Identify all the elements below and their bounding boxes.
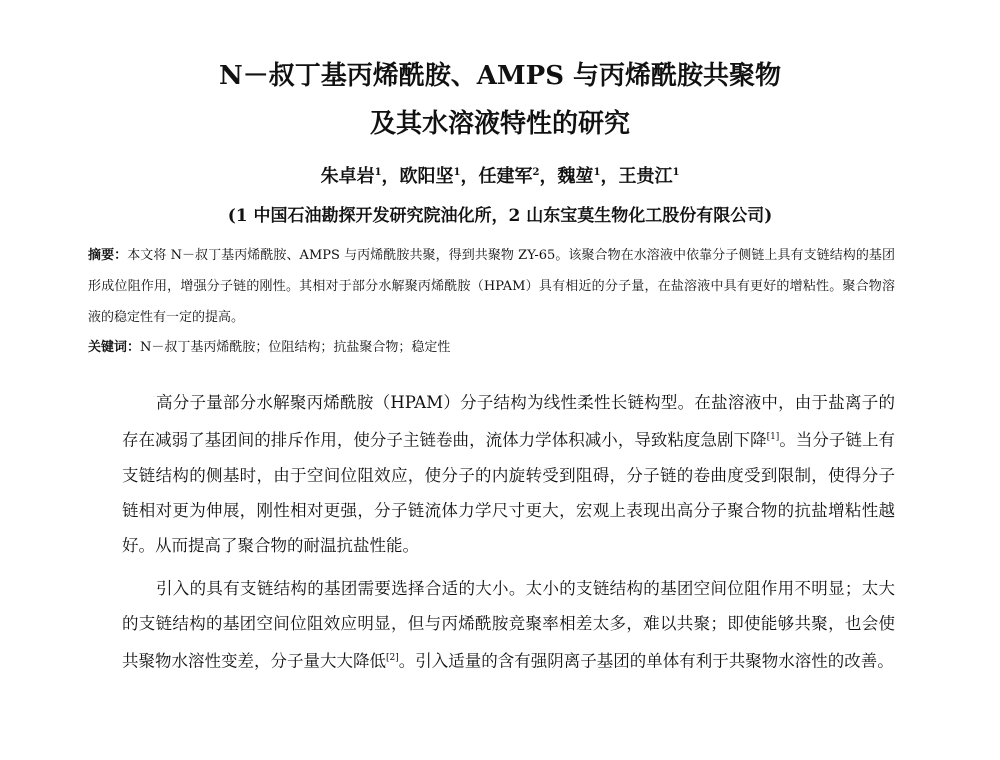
paper-title-line-2: 及其水溶液特性的研究 bbox=[369, 109, 630, 139]
keywords-text: N－叔丁基丙烯酰胺；位阻结构；抗盐聚合物；稳定性 bbox=[140, 340, 451, 355]
author-affiliation-mark: 1 bbox=[374, 167, 382, 178]
author-affiliation-mark: 1 bbox=[593, 167, 601, 178]
abstract bbox=[88, 240, 895, 333]
affiliation-line: (1 中国石油勘探开发研究院油化所，2 山东宝莫生物化工股份有限公司) bbox=[227, 206, 773, 226]
paragraph-text: 。当分子链上有支链结构的侧基时，由于空间位阻效应，使分子的内旋转受到阻碍，分子链的卷曲度受到限制，使得分子链相对更为伸展，刚性相对更强，分子链流体力学尺寸更大，宏观上表现出高分子聚合物的抗盐增粘性越好。从而提高了聚合物的耐温抗盐性能。 bbox=[122, 430, 896, 555]
author-separator: ， bbox=[381, 166, 400, 187]
paragraph-text: 引入的具有支链结构的基团需要选择合适的大小。太小的支链结构的基团空间位阻作用不明显；太大的支链结构的基团空间位阻效应明显，但与丙烯酰胺竞聚率相差太多，难以共聚；即使能够共聚，也会使共聚物水溶性变差，分子量大大降低 bbox=[122, 578, 895, 670]
body-text bbox=[122, 385, 895, 678]
author-affiliation-mark: 1 bbox=[672, 167, 680, 178]
author-name: 任建军 bbox=[478, 166, 533, 187]
author-name: 魏堃 bbox=[557, 166, 594, 187]
author-separator: ， bbox=[600, 166, 619, 187]
paragraph-text: 。引入适量的含有强阴离子基团的单体有利于共聚物水溶性的改善。 bbox=[398, 651, 894, 670]
paper-title-line-1: N－叔丁基丙烯酰胺、AMPS 与丙烯酰胺共聚物 bbox=[218, 61, 782, 91]
abstract-label: 摘要： bbox=[88, 248, 128, 263]
author-name: 朱卓岩 bbox=[320, 166, 375, 187]
paragraph-text: 高分子量部分水解聚丙烯酰胺（HPAM）分子结构为线性柔性长链构型。在盐溶液中，由于盐离子的存在减弱了基团间的排斥作用，使分子主链卷曲，流体力学体积减小，导致粘度急剧下降 bbox=[122, 393, 895, 450]
author-name: 欧阳坚 bbox=[399, 166, 454, 187]
abstract-text: 本文将 N－叔丁基丙烯酰胺、AMPS 与丙烯酰胺共聚，得到共聚物 ZY-65。该聚合物在水溶液中依靠分子侧链上具有支链结构的基团形成位阻作用，增强分子链的刚性。其相对于部分水解聚丙烯酰胺（HPAM）具有相近的分子量，在盐溶液中具有更好的增粘性。聚合物溶液的稳定性有一定的提高。 bbox=[88, 248, 895, 325]
author-name: 王贵江 bbox=[618, 166, 673, 187]
body-paragraph-1 bbox=[122, 385, 895, 563]
author-list bbox=[0, 160, 1000, 190]
author-affiliation-mark: 2 bbox=[532, 167, 540, 178]
citation-ref: [2] bbox=[386, 652, 399, 663]
body-paragraph-2 bbox=[122, 571, 895, 679]
keywords bbox=[88, 333, 895, 363]
keywords-label: 关键词： bbox=[88, 340, 141, 355]
author-affiliation-mark: 1 bbox=[453, 167, 461, 178]
author-separator: ， bbox=[539, 166, 558, 187]
citation-ref: [1] bbox=[766, 432, 780, 442]
author-separator: ， bbox=[460, 166, 479, 187]
